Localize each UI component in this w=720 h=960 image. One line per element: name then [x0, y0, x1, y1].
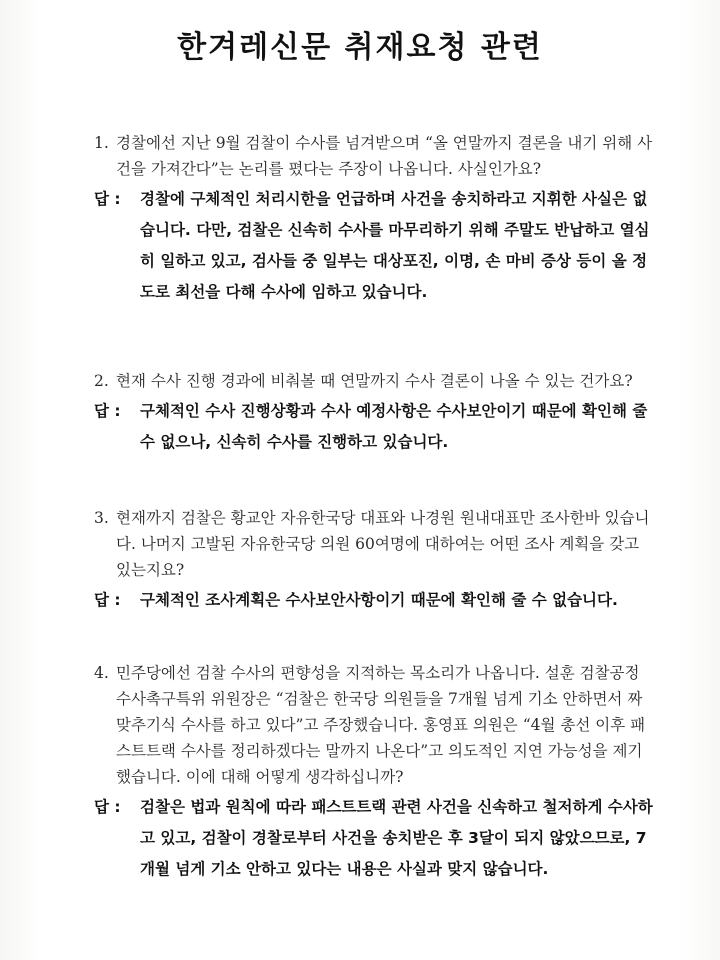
answer-4 — [94, 792, 654, 885]
question-number: 4. — [94, 664, 109, 682]
question-number: 2. — [94, 372, 109, 390]
question-text: 현재 수사 진행 경과에 비춰볼 때 연말까지 수사 결론이 나올 수 있는 건가요? — [116, 372, 633, 390]
qa-item-4 — [94, 660, 654, 885]
question-1 — [94, 130, 654, 182]
answer-text: 검찰은 법과 원칙에 따라 패스트트랙 관련 사건을 신속하고 철저하게 수사하고 있고, 검찰이 경찰로부터 사건을 송치받은 후 3달이 되지 않았으므로, 7개월 넘게 기소 안하고 있다는 내용은 사실과 맞지 않습니다. — [140, 798, 653, 878]
answer-text: 구체적인 수사 진행상황과 수사 예정사항은 수사보안이기 때문에 확인해 줄 수 없으나, 신속히 수사를 진행하고 있습니다. — [140, 402, 648, 451]
answer-text: 구체적인 조사계획은 수사보안사항이기 때문에 확인해 줄 수 없습니다. — [140, 591, 618, 609]
answer-3 — [94, 585, 654, 616]
question-text: 민주당에선 검찰 수사의 편향성을 지적하는 목소리가 나옵니다. 설훈 검찰공정수사촉구특위 위원장은 “검찰은 한국당 의원들을 7개월 넘게 기소 안하면서 짜맞추기식 수사를 하고 있다”고 주장했습니다. 홍영표 의원은 “4월 총선 이후 패스트트랙 수사를 정리하겠다는 말까지 나온다”고 의도적인 지연 가능성을 제기했습니다. 이에 대해 어떻게 생각하십니까? — [116, 664, 646, 786]
answer-1 — [94, 184, 654, 308]
question-4 — [94, 660, 654, 790]
question-2 — [94, 368, 654, 394]
question-text: 현재까지 검찰은 황교안 자유한국당 대표와 나경원 원내대표만 조사한바 있습니다. 나머지 고발된 자유한국당 의원 60여명에 대하여는 어떤 조사 계획을 갖고 있는지요? — [116, 509, 650, 579]
answer-label: 답 : — [94, 402, 121, 420]
qa-item-3 — [94, 505, 654, 616]
answer-label: 답 : — [94, 798, 121, 816]
question-number: 3. — [94, 509, 109, 527]
answer-label: 답 : — [94, 190, 121, 208]
qa-item-2 — [94, 368, 654, 458]
question-text: 경찰에선 지난 9월 검찰이 수사를 넘겨받으며 “올 연말까지 결론을 내기 위해 사건을 가져간다”는 논리를 폈다는 주장이 나옵니다. 사실인가요? — [116, 134, 653, 178]
document-title: 한겨레신문 취재요청 관련 — [177, 30, 543, 65]
question-number: 1. — [94, 134, 109, 152]
qa-item-1 — [94, 130, 654, 308]
question-3 — [94, 505, 654, 583]
answer-text: 경찰에 구체적인 처리시한을 언급하며 사건을 송치하라고 지휘한 사실은 없습니다. 다만, 검찰은 신속히 수사를 마무리하기 위해 주말도 반납하고 열심히 일하고 있고, 검사들 중 일부는 대상포진, 이명, 손 마비 증상 등이 올 정도로 최선을 다해 수사에 임하고 있습니다. — [140, 190, 650, 301]
answer-label: 답 : — [94, 591, 121, 609]
answer-2 — [94, 396, 654, 458]
